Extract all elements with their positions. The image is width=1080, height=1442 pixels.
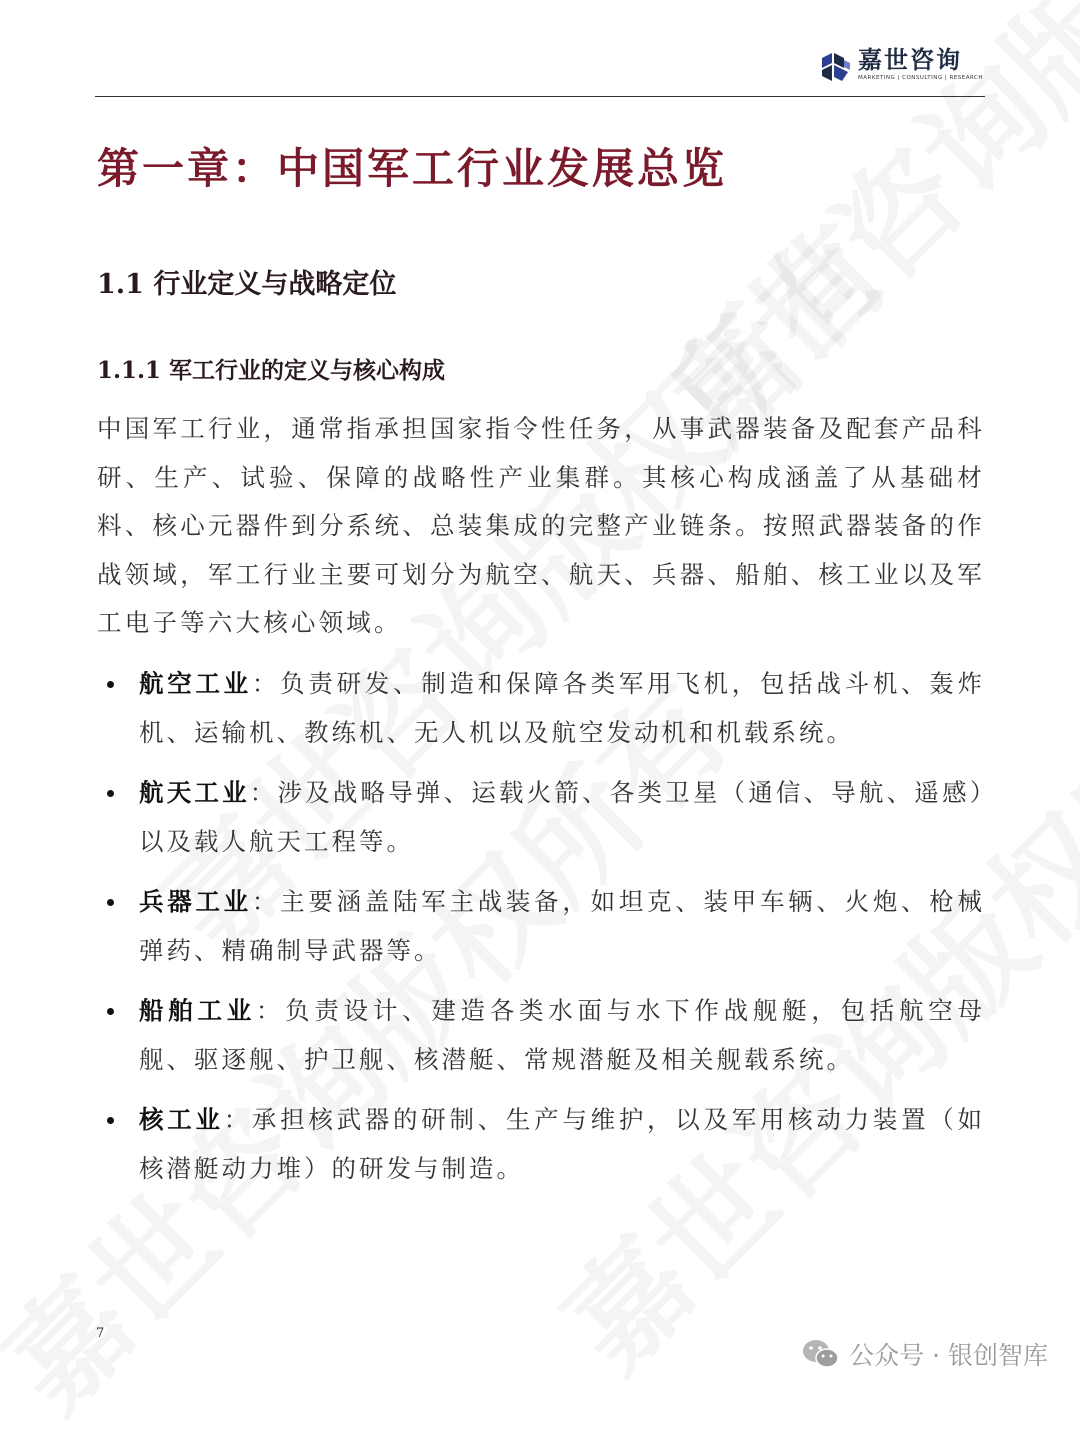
list-item [97, 878, 985, 975]
bullet-dot-icon [107, 1008, 114, 1015]
bullet-term: 核工业 [139, 1105, 224, 1134]
bullet-text: ：主要涵盖陆军主战装备，如坦克、装甲车辆、火炮、枪械弹药、精确制导武器等。 [139, 887, 986, 965]
page-header [95, 40, 985, 97]
logo-name: 嘉世咨询 [858, 46, 963, 74]
bullet-dot-icon [107, 899, 114, 906]
subsection-title: 1.1.1 军工行业的定义与核心构成 [97, 357, 446, 384]
list-item [97, 987, 985, 1084]
bullet-text: ：负责设计、建造各类水面与水下作战舰艇，包括航空母舰、驱逐舰、护卫舰、核潜艇、常规潜艇及相关舰载系统。 [139, 996, 986, 1074]
bullet-term: 航天工业 [139, 778, 250, 807]
section-title: 1.1 行业定义与战略定位 [97, 269, 397, 300]
page-number: 7 [96, 1326, 105, 1341]
source-tag [801, 1336, 1048, 1372]
list-item [97, 1096, 985, 1193]
wechat-icon [801, 1337, 841, 1371]
company-logo [818, 46, 983, 84]
bullet-term: 航空工业 [139, 669, 252, 698]
source-label: 公众号 · 银创智库 [849, 1341, 1048, 1370]
bullet-dot-icon [107, 681, 114, 688]
bullet-text: ：负责研发、制造和保障各类军用飞机，包括战斗机、轰炸机、运输机、教练机、无人机以及航空发动机和机载系统。 [139, 669, 986, 747]
list-item [97, 660, 985, 757]
intro-paragraph: 中国军工行业，通常指承担国家指令性任务，从事武器装备及配套产品科研、生产、试验、保障的战略性产业集群。其核心构成涵盖了从基础材料、核心元器件到分系统、总装集成的完整产业链条。按照武器装备的作战领域，军工行业主要可划分为航空、航天、兵器、船舶、核工业以及军工电子等六大核心领域。 [97, 414, 985, 637]
bullet-dot-icon [107, 790, 114, 797]
chapter-title: 第一章：中国军工行业发展总览 [97, 144, 728, 193]
bullet-text: ：涉及战略导弹、运载火箭、各类卫星（通信、导航、遥感）以及载人航天工程等。 [139, 778, 986, 856]
bullet-term: 兵器工业 [139, 887, 252, 916]
list-item [97, 769, 985, 866]
logo-tagline: MARKETING | CONSULTING | RESEARCH [858, 75, 983, 81]
logo-mark-icon [818, 50, 852, 84]
bullet-term: 船舶工业 [139, 996, 256, 1025]
bullet-text: ：承担核武器的研制、生产与维护，以及军用核动力装置（如核潜艇动力堆）的研发与制造。 [139, 1105, 986, 1183]
bullet-dot-icon [107, 1117, 114, 1124]
bullet-list [97, 660, 985, 1205]
